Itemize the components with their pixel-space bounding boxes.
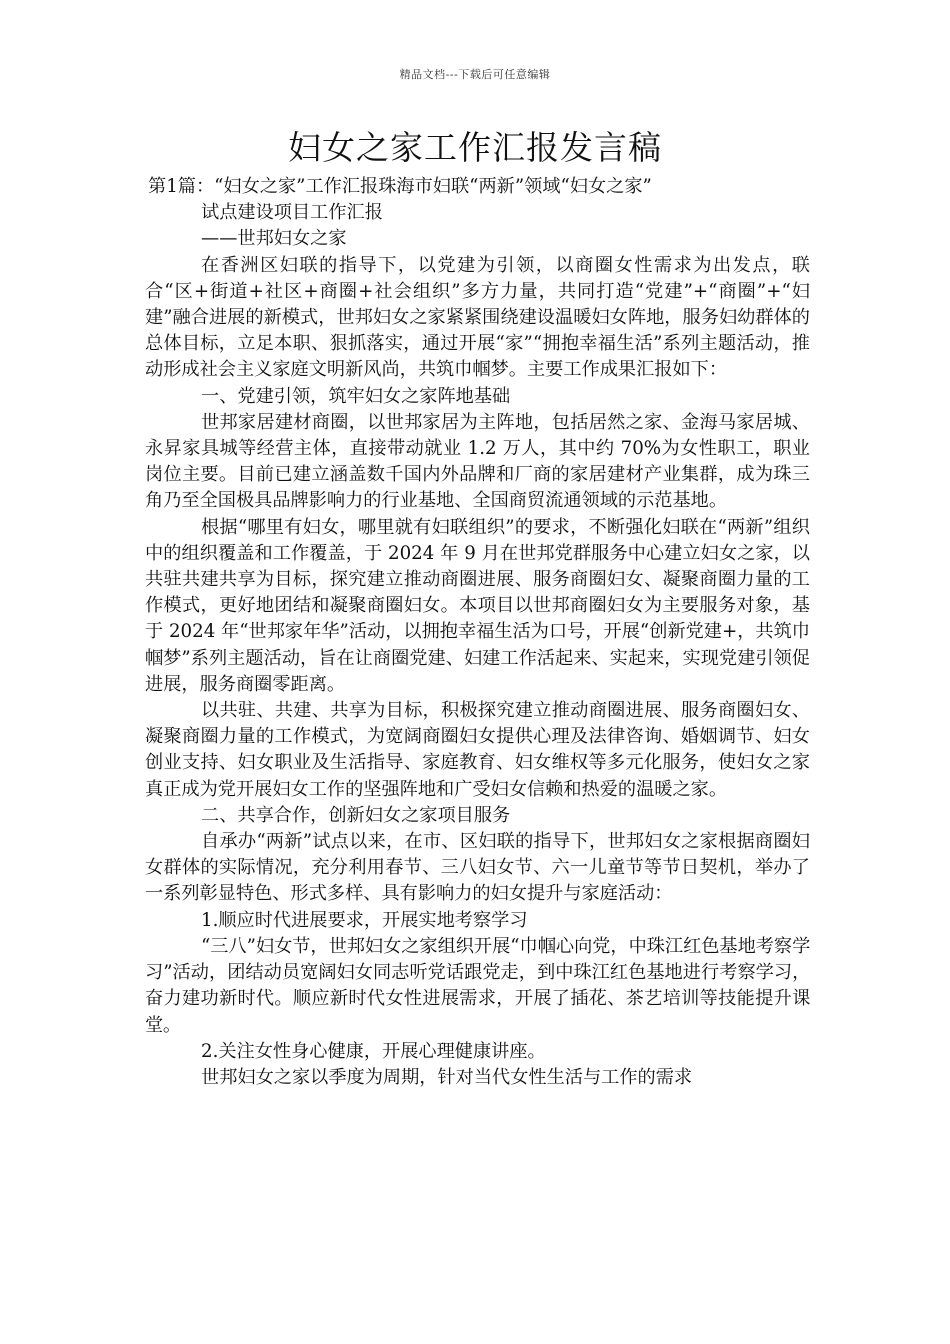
paragraph-field-study: “三八”妇女节，世邦妇女之家组织开展“巾帼心向党，中珠江红色基地考察学习”活动，团结动员宽阔妇女同志听党话跟党走，到中珠江红色基地进行考察学习，奋力建功新时代。顺应新时代女性进展需求，开展了插花、茶艺培训等技能提升课堂。	[145, 935, 810, 1036]
subheading-1: 1.顺应时代进展要求，开展实地考察学习	[201, 909, 528, 931]
report-title: 试点建设项目工作汇报	[201, 202, 383, 224]
section-heading-2: 二、共享合作，创新妇女之家项目服务	[201, 804, 511, 826]
paragraph-services: 以共驻、共建、共享为目标，积极探究建立推动商圈进展、服务商圈妇女、凝聚商圈力量的工作模式，为宽阔商圈妇女提供心理及法律咨询、婚姻调节、妇女创业支持、妇女职业及生活指导、家庭教育、妇女维权等多元化服务，使妇女之家真正成为党开展妇女工作的坚强阵地和广受妇女信赖和热爱的温暖之家。	[145, 700, 810, 800]
document-subtitle: 第1篇：“妇女之家”工作汇报珠海市妇联“两新”领域“妇女之家”	[148, 176, 652, 197]
paragraph-organization: 根据“哪里有妇女，哪里就有妇联组织”的要求，不断强化妇联在“两新”组织中的组织覆盖和工作覆盖，于 2024 年 9 月在世邦党群服务中心建立妇女之家，以共驻共建共享为目标，探究建立推动商圈进展、服务商圈妇女、凝聚商圈力量的工作模式，更好地团结和凝聚商圈妇女。本项目以世邦商圈妇女为主要服务对象，基于 2024 年“世邦家年华”活动，以拥抱幸福生活为口号，开展“创新党建+，共筑巾帼梦”系列主题活动，旨在让商圈党建、妇建工作活起来、实起来，实现党建引领促进展，服务商圈零距离。	[145, 516, 810, 695]
paragraph-intro: 在香洲区妇联的指导下，以党建为引领，以商圈女性需求为出发点，联合“区+街道+社区+商圈+社会组织”多方力量，共同打造“党建”+“商圈”+“妇建”融合进展的新模式，世邦妇女之家紧紧围绕建设温暖妇女阵地，服务妇幼群体的总体目标，立足本职、狠抓落实，通过开展“家”“拥抱幸福生活”系列主题活动，推动形成社会主义家庭文明新风尚，共筑巾帼梦。主要工作成果汇报如下：	[145, 254, 810, 381]
paragraph-activities: 自承办“两新”试点以来，在市、区妇联的指导下，世邦妇女之家根据商圈妇女群体的实际情况，充分利用春节、三八妇女节、六一儿童节等节日契机，举办了一系列彰显特色、形式多样、具有影响力的妇女提升与家庭活动：	[145, 831, 810, 905]
paragraph-business-district: 世邦家居建材商圈，以世邦家居为主阵地，包括居然之家、金海马家居城、永昇家具城等经营主体，直接带动就业 1.2 万人，其中约 70%为女性职工，职业岗位主要。目前已建立涵盖数千国内外品牌和厂商的家居建材产业集群，成为珠三角乃至全国极具品牌影响力的行业基地、全国商贸流通领域的示范基地。	[145, 411, 810, 512]
document-body	[145, 174, 810, 1091]
organization-line: ——世邦妇女之家	[201, 228, 347, 250]
document-title: 妇女之家工作汇报发言稿	[288, 128, 662, 167]
subheading-2: 2.关注女性身心健康，开展心理健康讲座。	[201, 1040, 546, 1062]
page-header-note: 精品文档---下载后可任意编辑	[399, 68, 551, 81]
paragraph-health: 世邦妇女之家以季度为周期，针对当代女性生活与工作的需求	[201, 1066, 693, 1088]
section-heading-1: 一、党建引领，筑牢妇女之家阵地基础	[201, 385, 511, 407]
